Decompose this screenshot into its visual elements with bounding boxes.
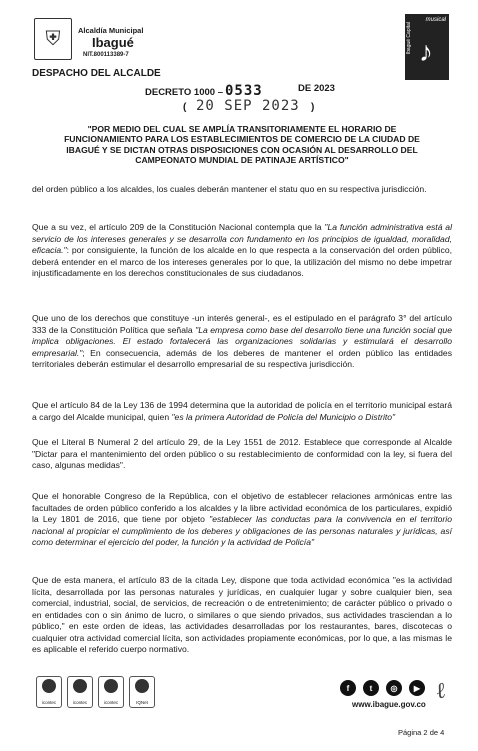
decree-stamp-number: 0533 (224, 83, 263, 99)
paragraph-6-text-a: Que el honorable Congreso de la República, con el objetivo de establecer relaciones armónicas entre las facultades de orden público conferido a los alcaldes y la libre actividad económica de los particulares, expidió la Ley 1801 de 2016, que tiene por objeto (32, 491, 452, 524)
social-icons (340, 680, 425, 696)
instagram-icon[interactable]: ◎ (386, 680, 402, 696)
paragraph-4 (32, 400, 452, 423)
nit-label: NIT.800113389-7 (83, 52, 129, 58)
decree-title: "POR MEDIO DEL CUAL SE AMPLÍA TRANSITORIAMENTE EL HORARIO DE FUNCIONAMIENTO PARA LOS ESTABLECIMIENTOS DE COMERCIO DE LA CIUDAD DE IBAGUÉ Y SE DICTAN OTRAS DISPOSICIONES CON OCASIÓN AL DESARROLLO DEL CAMPEONATO MUNDIAL DE PATINAJE ARTÍSTICO" (64, 124, 420, 166)
icontec-logo-1: icontec (36, 676, 62, 708)
decree-year: DE 2023 (298, 83, 335, 94)
website-link[interactable]: www.ibague.gov.co (352, 700, 426, 709)
iqnet-logo: IQNet (129, 676, 155, 708)
musical-badge-logo (405, 14, 449, 80)
decree-number (145, 83, 263, 99)
paragraph-1: del orden público a los alcaldes, los cuales deberán mantener el statu quo en su respectiva jurisdicción. (32, 184, 427, 194)
paragraph-2-text-b: : por consiguiente, la función de los alcalde en lo que respecta a la conservación del orden público, deberá entender en el marco de los intereses generales por lo que, la utilización del mismo no debe impetrar injustificadamente en los derechos constitucionales de sus ciudadanos. (32, 245, 452, 278)
paragraph-2-text-a: Que a su vez, el artículo 209 de la Constitución Nacional contempla que la (32, 222, 325, 232)
paragraph-2-quote: "La función administrativa está al servicio de los intereses generales y se desarrolla con fundamento en los principios de igualdad, moralidad, eficacia." (32, 222, 452, 255)
youtube-icon[interactable]: ▶ (409, 680, 425, 696)
coat-of-arms-logo: ⛨ (34, 18, 72, 60)
icontec-logo-3: icontec (98, 676, 124, 708)
icontec-logo-2: icontec (67, 676, 93, 708)
musical-badge-text: musical (425, 17, 446, 23)
brand-line1: Alcaldía Municipal (78, 26, 144, 35)
paragraph-3-text-b: ; En consecuencia, además de los deberes de mantener el orden público las entidades territoriales deberán estimular el desarrollo empresarial de su respectiva jurisdicción. (32, 347, 452, 369)
paragraph-4-quote: "es la primera Autoridad de Policía del Municipio o Distrito" (171, 411, 396, 422)
paragraph-5: Que el Literal B Numeral 2 del artículo 29, de la Ley 1551 de 2012. Establece que corresponde al Alcalde "Dictar para el mantenimiento del orden público o su restablecimiento de conformidad con la ley, si fuera del caso, algunas medidas". (32, 437, 452, 470)
paragraph-3-quote: "La empresa como base del desarrollo tiene una función social que implica obligaciones. El estado fortalecerá las organizaciones solidarias y estimulará el desarrollo empresarial." (32, 324, 452, 358)
musical-badge-side: Ibagué Capital (406, 22, 412, 55)
paragraph-6 (32, 491, 452, 549)
paren-close: ) (311, 102, 315, 113)
music-note-icon: ♪ (419, 36, 433, 67)
paragraph-6-quote: "establecer las conductas para la convivencia en el territorio nacional al propiciar el cumplimiento de los deberes y obligaciones de las personas naturales y jurídicas, así como determinar el ejercicio del poder, la función y la actividad de Policía" (32, 514, 452, 547)
decree-label: DECRETO 1000 – (145, 87, 223, 98)
paragraph-7: Que de esta manera, el artículo 83 de la citada Ley, dispone que toda actividad económica "es la actividad lícita, desarrollada por las personas naturales y jurídicas, en cualquier lugar y sobre cualquier bien, sea comercial, industrial, social, de servicios, de recreación o de entretenimiento; de carácter público o privado o en entidades con o sin ánimo de lucro, o similares o que siendo privados, sus actividades trasciendan a lo público," en este orden de ideas, las actividades desarrolladas por los restaurantes, bares, discotecas o cualquier otra actividad comercial lícita, son actividades propiamente económicas, por lo que, a las mismas le es aplicable el referido cuerpo normativo. (32, 575, 452, 654)
paragraph-4-text-a: Que el artículo 84 de la Ley 136 de 1994 determina que la autoridad de policía en el territorio municipal estará a cargo del Alcalde municipal, quien (32, 400, 452, 422)
paren-open: ( (183, 102, 187, 113)
paragraph-2 (32, 222, 452, 280)
brand-line2: Ibagué (92, 35, 134, 50)
facebook-icon[interactable]: f (340, 680, 356, 696)
paragraph-3 (32, 313, 452, 371)
twitter-icon[interactable]: t (363, 680, 379, 696)
paragraph-3-text-a: Que uno de los derechos que constituye -un interés general-, es el estipulado en el parágrafo 3° del artículo 333 de la Constitución Política que señala (32, 313, 452, 335)
signature-mark: ℓ (433, 678, 448, 705)
certification-logos (36, 676, 155, 708)
department-title: DESPACHO DEL ALCALDE (32, 68, 161, 79)
page-number: Página 2 de 4 (398, 728, 445, 737)
date-stamp: 20 SEP 2023 (196, 98, 300, 114)
